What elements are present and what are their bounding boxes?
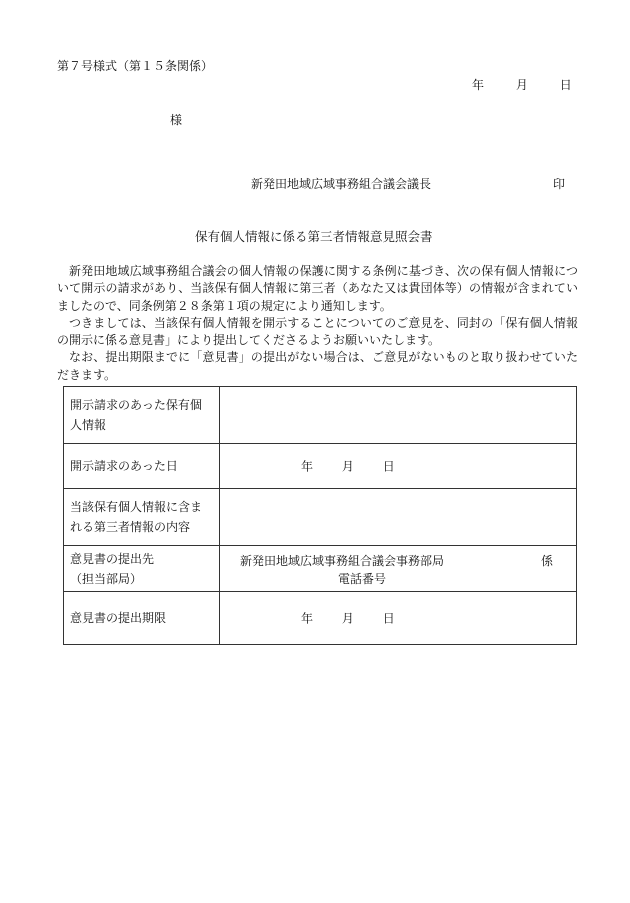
request-date-fields [301, 458, 395, 475]
label-submission-dest-line2: （担当部局） [70, 571, 143, 586]
label-submission-dest-line1: 意見書の提出先 [70, 551, 155, 566]
request-day: 日 [382, 459, 395, 474]
issue-day: 日 [559, 78, 572, 92]
seal-mark: 印 [553, 177, 566, 191]
department-name: 新発田地域広域事務組合議会事務部局 [240, 554, 445, 568]
label-submission-dest [64, 546, 220, 592]
issue-date [472, 79, 572, 91]
paragraph-1: 新発田地域広域事務組合議会の個人情報の保護に関する条例に基づき、次の保有個人情報について開示の請求があり、当該保有個人情報に第三者（あなた又は貴団体等）の情報が含まれていましたので、同条例第２８条第１項の規定により通知します。 [57, 264, 578, 313]
info-table [63, 386, 577, 645]
issue-year: 年 [472, 78, 485, 92]
value-submission-dest [220, 546, 577, 592]
table-row-third-party-info [64, 489, 577, 546]
request-year: 年 [301, 459, 314, 474]
value-deadline [220, 592, 577, 645]
label-third-party-info: 当該保有個人情報に含まれる第三者情報の内容 [64, 489, 220, 546]
phone-label: 電話番号 [338, 572, 387, 586]
label-requested-info: 開示請求のあった保有個人情報 [64, 387, 220, 444]
value-requested-info [220, 387, 577, 444]
deadline-day: 日 [382, 611, 395, 626]
form-number: 第７号様式（第１５条関係） [57, 59, 214, 73]
value-third-party-info [220, 489, 577, 546]
table-row-request-date [64, 444, 577, 489]
label-request-date: 開示請求のあった日 [64, 444, 220, 489]
addressee-suffix: 様 [170, 113, 183, 127]
sender-name: 新発田地域広域事務組合議会議長 [251, 177, 432, 191]
deadline-date-fields [301, 610, 395, 627]
paragraph-2: つきましては、当該保有個人情報を開示することについてのご意見を、同封の「保有個人情報の開示に係る意見書」により提出してくださるようお願いいたします。 [57, 315, 578, 348]
label-deadline: 意見書の提出期限 [64, 592, 220, 645]
section-suffix: 係 [541, 554, 554, 568]
request-month: 月 [341, 459, 354, 474]
value-request-date [220, 444, 577, 489]
issue-month: 月 [515, 78, 528, 92]
table-row-submission-dest [64, 546, 577, 592]
deadline-year: 年 [301, 611, 314, 626]
body-text [57, 263, 578, 384]
paragraph-3: なお、提出期限までに「意見書」の提出がない場合は、ご意見がないものと取り扱わせていただきます。 [57, 350, 578, 382]
table-row-requested-info [64, 387, 577, 444]
table-row-deadline [64, 592, 577, 645]
deadline-month: 月 [341, 611, 354, 626]
document-title: 保有個人情報に係る第三者情報意見照会書 [195, 229, 433, 244]
